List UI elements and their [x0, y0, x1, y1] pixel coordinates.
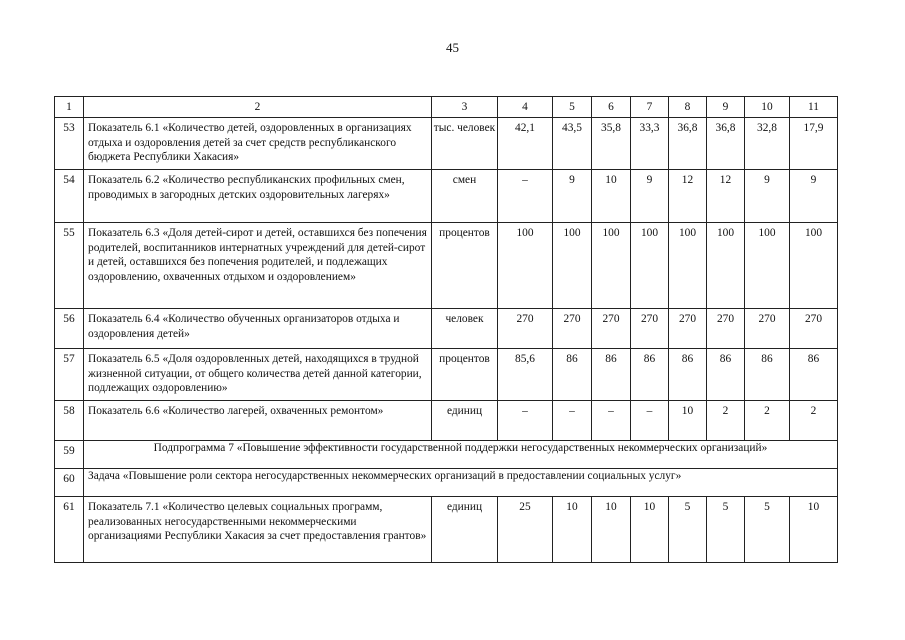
value-cell: 43,5 [553, 118, 592, 170]
value-cell: 12 [707, 170, 745, 223]
value-cell: 270 [707, 309, 745, 349]
value-cell: – [592, 401, 631, 441]
value-cell: 270 [790, 309, 838, 349]
indicator-name: Показатель 7.1 «Количество целевых социальных программ, реализованных негосударственными некоммерческими организациями Республики Хакасия за счет предоставления грантов» [84, 497, 432, 563]
header-cell: 6 [592, 97, 631, 118]
value-cell: 100 [669, 223, 707, 309]
subprogram-row [55, 441, 838, 469]
value-cell: 100 [553, 223, 592, 309]
row-number: 54 [55, 170, 84, 223]
row-number: 56 [55, 309, 84, 349]
table-row [55, 349, 838, 401]
table-row [55, 309, 838, 349]
value-cell: 5 [745, 497, 790, 563]
header-cell: 7 [631, 97, 669, 118]
page-number: 45 [446, 40, 459, 55]
value-cell: 32,8 [745, 118, 790, 170]
header-row [55, 97, 838, 118]
indicator-name: Показатель 6.5 «Доля оздоровленных детей, находящихся в трудной жизненной ситуации, от общего количества детей данной категории, подлежащих оздоровлению» [84, 349, 432, 401]
indicators-table [54, 96, 838, 563]
value-cell: 270 [631, 309, 669, 349]
value-cell: 86 [790, 349, 838, 401]
header-cell: 10 [745, 97, 790, 118]
value-cell: 86 [745, 349, 790, 401]
header-cell: 3 [432, 97, 498, 118]
row-number: 61 [55, 497, 84, 563]
subprogram-title: Подпрограмма 7 «Повышение эффективности государственной поддержки негосударственных некоммерческих организаций» [84, 441, 838, 469]
value-cell: 86 [592, 349, 631, 401]
value-cell: 2 [707, 401, 745, 441]
indicator-name: Показатель 6.2 «Количество республиканских профильных смен, проводимых в загородных детских оздоровительных лагерях» [84, 170, 432, 223]
value-cell: 9 [553, 170, 592, 223]
value-cell: 100 [498, 223, 553, 309]
value-cell: 86 [707, 349, 745, 401]
value-cell: – [498, 170, 553, 223]
indicator-name: Показатель 6.3 «Доля детей-сирот и детей, оставшихся без попечения родителей, воспитанников интернатных учреждений для детей-сирот и детей, оставшихся без попечения родителей, и подлежащих оздоровлению, охваченных отдыхом и оздоровлением» [84, 223, 432, 309]
value-cell: 86 [669, 349, 707, 401]
value-cell: 10 [669, 401, 707, 441]
value-cell: 86 [553, 349, 592, 401]
value-cell: 10 [592, 497, 631, 563]
header-cell: 8 [669, 97, 707, 118]
header-cell: 2 [84, 97, 432, 118]
value-cell: 25 [498, 497, 553, 563]
indicator-name: Показатель 6.6 «Количество лагерей, охваченных ремонтом» [84, 401, 432, 441]
table-row [55, 497, 838, 563]
value-cell: 10 [790, 497, 838, 563]
value-cell: – [553, 401, 592, 441]
value-cell: 2 [745, 401, 790, 441]
value-cell: 100 [745, 223, 790, 309]
value-cell: 85,6 [498, 349, 553, 401]
value-cell: 100 [707, 223, 745, 309]
row-number: 53 [55, 118, 84, 170]
header-cell: 1 [55, 97, 84, 118]
row-number: 58 [55, 401, 84, 441]
table-row [55, 118, 838, 170]
value-cell: – [498, 401, 553, 441]
value-cell: 100 [790, 223, 838, 309]
task-title: Задача «Повышение роли сектора негосударственных некоммерческих организаций в предоставлении социальных услуг» [84, 469, 838, 497]
value-cell: 86 [631, 349, 669, 401]
unit-cell: процентов [432, 349, 498, 401]
value-cell: 36,8 [669, 118, 707, 170]
row-number: 57 [55, 349, 84, 401]
value-cell: 12 [669, 170, 707, 223]
unit-cell: единиц [432, 497, 498, 563]
value-cell: – [631, 401, 669, 441]
indicator-name: Показатель 6.4 «Количество обученных организаторов отдыха и оздоровления детей» [84, 309, 432, 349]
unit-cell: человек [432, 309, 498, 349]
value-cell: 2 [790, 401, 838, 441]
value-cell: 10 [631, 497, 669, 563]
value-cell: 36,8 [707, 118, 745, 170]
header-cell: 5 [553, 97, 592, 118]
value-cell: 270 [498, 309, 553, 349]
value-cell: 5 [669, 497, 707, 563]
value-cell: 9 [631, 170, 669, 223]
table-row [55, 170, 838, 223]
value-cell: 35,8 [592, 118, 631, 170]
unit-cell: процентов [432, 223, 498, 309]
unit-cell: смен [432, 170, 498, 223]
row-number: 55 [55, 223, 84, 309]
row-number: 59 [55, 441, 84, 469]
value-cell: 100 [631, 223, 669, 309]
value-cell: 100 [592, 223, 631, 309]
table-row [55, 223, 838, 309]
header-cell: 4 [498, 97, 553, 118]
value-cell: 10 [553, 497, 592, 563]
indicator-name: Показатель 6.1 «Количество детей, оздоровленных в организациях отдыха и оздоровления детей за счет средств республиканского бюджета Республики Хакасия» [84, 118, 432, 170]
value-cell: 17,9 [790, 118, 838, 170]
table-row [55, 401, 838, 441]
value-cell: 270 [745, 309, 790, 349]
value-cell: 270 [669, 309, 707, 349]
row-number: 60 [55, 469, 84, 497]
value-cell: 5 [707, 497, 745, 563]
task-row [55, 469, 838, 497]
value-cell: 42,1 [498, 118, 553, 170]
value-cell: 10 [592, 170, 631, 223]
value-cell: 9 [745, 170, 790, 223]
header-cell: 9 [707, 97, 745, 118]
value-cell: 270 [553, 309, 592, 349]
unit-cell: единиц [432, 401, 498, 441]
value-cell: 33,3 [631, 118, 669, 170]
value-cell: 9 [790, 170, 838, 223]
value-cell: 270 [592, 309, 631, 349]
header-cell: 11 [790, 97, 838, 118]
unit-cell: тыс. человек [432, 118, 498, 170]
